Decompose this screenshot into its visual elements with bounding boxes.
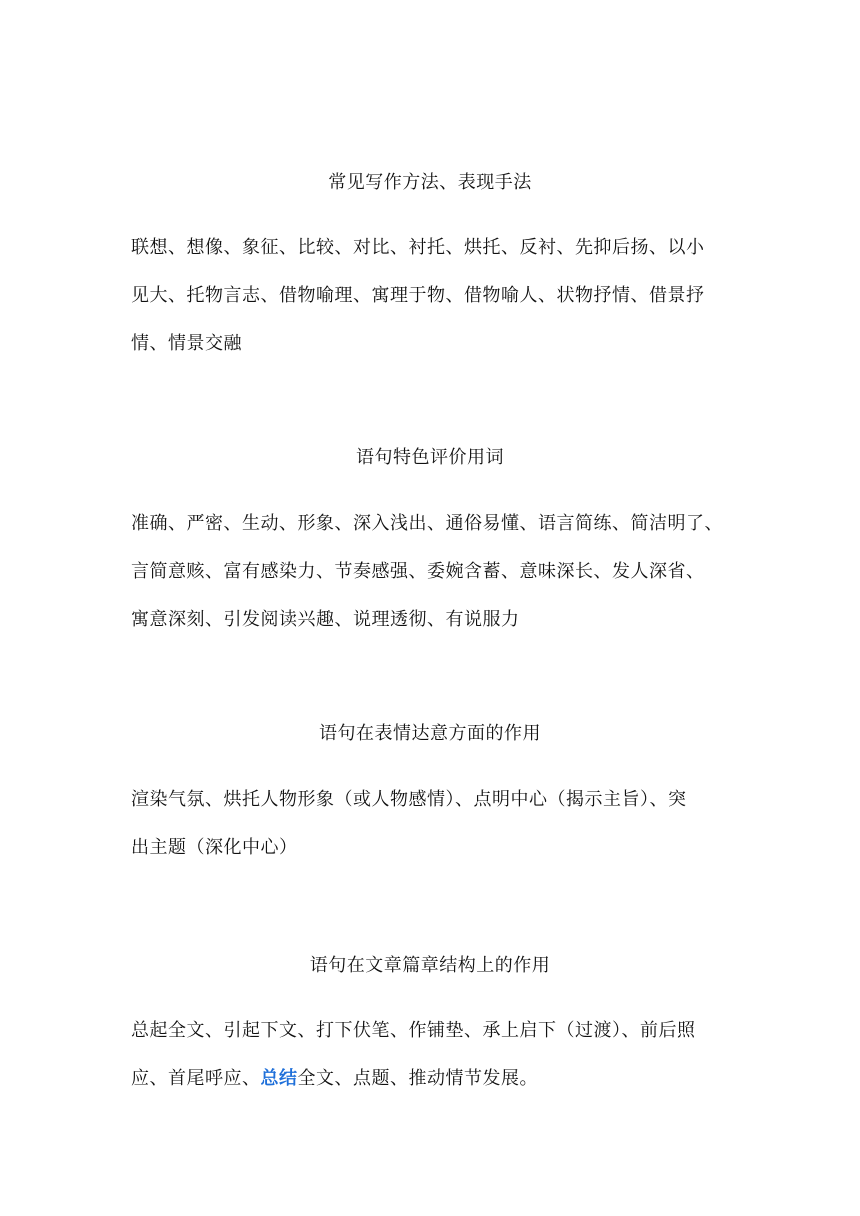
section-title-writing-methods: 常见写作方法、表现手法 xyxy=(328,172,532,193)
section-body-expression-role xyxy=(131,776,731,872)
text-line: 寓意深刻、引发阅读兴趣、说理透彻、有说服力 xyxy=(131,609,520,630)
section-title-structure-role: 语句在文章篇章结构上的作用 xyxy=(309,955,551,976)
text-line: 总起全文、引起下文、打下伏笔、作铺垫、承上启下（过渡）、前后照 xyxy=(131,1020,696,1041)
section-title-sentence-evaluation: 语句特色评价用词 xyxy=(356,447,504,468)
text-segment: 全文、点题、推动情节发展。 xyxy=(297,1068,538,1089)
text-line: 情、情景交融 xyxy=(131,333,242,354)
section-body-structure-role xyxy=(131,1007,731,1103)
text-segment: 应、首尾呼应、 xyxy=(131,1068,261,1089)
text-line: 联想、想像、象征、比较、对比、衬托、烘托、反衬、先抑后扬、以小 xyxy=(131,237,705,258)
text-line: 言简意赅、富有感染力、节奏感强、委婉含蓄、意味深长、发人深省、 xyxy=(131,561,705,582)
section-title-expression-role: 语句在表情达意方面的作用 xyxy=(319,723,541,744)
summary-link[interactable]: 总结 xyxy=(260,1068,298,1089)
text-line: 见大、托物言志、借物喻理、寓理于物、借物喻人、状物抒情、借景抒 xyxy=(131,285,705,306)
text-line-with-link xyxy=(131,1055,731,1103)
section-body-writing-methods xyxy=(131,224,731,368)
text-line: 准确、严密、生动、形象、深入浅出、通俗易懂、语言简练、简洁明了、 xyxy=(131,513,723,534)
text-line: 渲染气氛、烘托人物形象（或人物感情）、点明中心（揭示主旨）、突 xyxy=(131,789,687,810)
section-body-sentence-evaluation xyxy=(131,500,731,644)
text-line: 出主题（深化中心） xyxy=(131,837,298,858)
